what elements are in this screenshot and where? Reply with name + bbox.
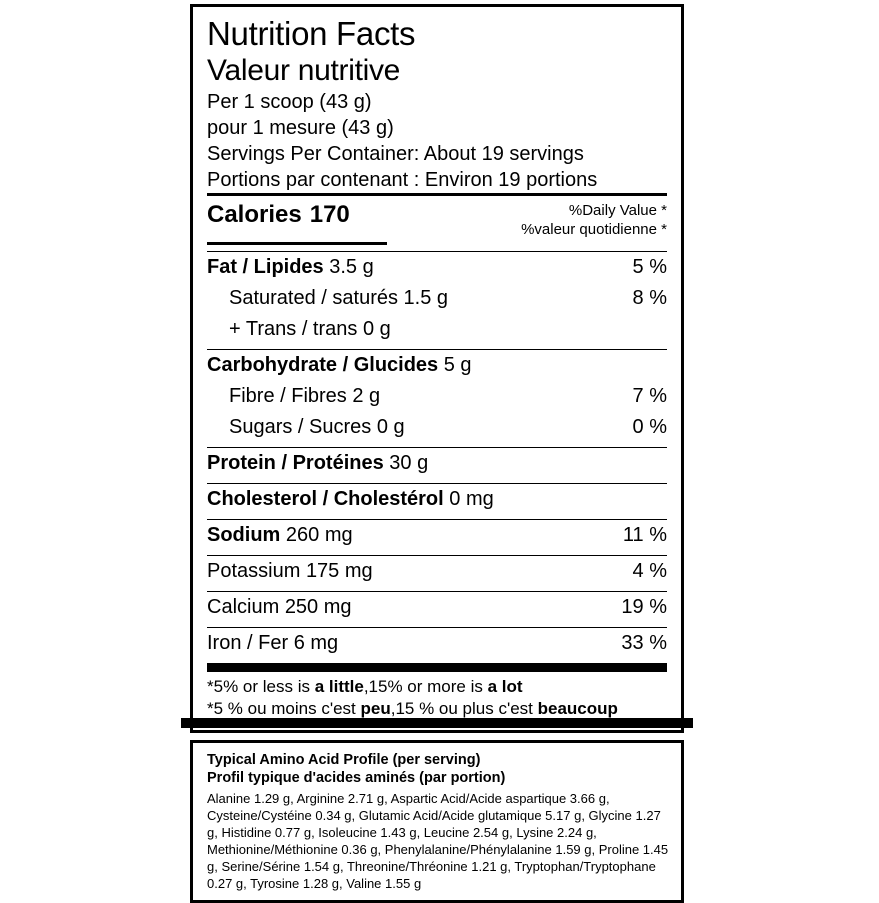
nutrient-amount-saturated: 1.5 g — [403, 287, 449, 309]
footnote-fr — [207, 698, 667, 720]
serving-size-en: Per 1 scoop (43 g) — [207, 91, 372, 113]
footnote-en-part1: *5% or less is — [207, 677, 315, 696]
nutrient-amount-carbohydrate: 5 g — [443, 354, 472, 376]
nutrient-dv-iron: 33 % — [621, 632, 667, 654]
daily-value-header-en: %Daily Value * — [568, 202, 667, 219]
nutrient-dv-fat: 5 % — [632, 256, 667, 278]
nutrient-name-fibre: Fibre / Fibres — [229, 385, 347, 407]
nutrition-facts-panel — [190, 4, 684, 733]
nutrient-row-trans — [207, 314, 667, 345]
nutrition-facts-title-en: Nutrition Facts — [207, 15, 416, 52]
calories-underline — [207, 242, 387, 245]
nutrient-name-carbohydrate: Carbohydrate / Glucides — [207, 354, 439, 376]
footnote-fr-peu: peu — [360, 699, 391, 718]
daily-value-header — [521, 201, 667, 239]
nutrient-name-calcium: Calcium — [207, 596, 280, 618]
nutrient-row-fat — [207, 252, 667, 283]
nutrient-amount-sugars: 0 g — [376, 416, 405, 438]
nutrient-dv-calcium: 19 % — [621, 596, 667, 618]
calories-label: Calories — [207, 201, 302, 228]
nutrient-dv-potassium: 4 % — [632, 560, 667, 582]
footnote-fr-part1: *5 % ou moins c'est — [207, 699, 361, 718]
servings-per-container-en: Servings Per Container: About 19 servings — [207, 143, 584, 165]
nutrient-name-potassium: Potassium — [207, 560, 301, 582]
calories-block — [207, 201, 350, 229]
footnote-fr-part2: ,15 % ou plus c'est — [390, 699, 538, 718]
nutrient-name-sodium: Sodium — [207, 524, 281, 546]
nutrient-amount-iron: 6 mg — [293, 632, 339, 654]
nutrient-name-trans: + Trans / trans — [229, 318, 358, 340]
amino-profile-text: Alanine 1.29 g, Arginine 2.71 g, Aspartic Acid/Acide aspartique 3.66 g, Cysteine/Cystéine 0.34 g, Glutamic Acid/Acide glutamique 5.17 g, Glycine 1.27 g, Histidine 0.77 g, Isoleucine 1.43 g, Leucine 2.54 g, Lysine 2.24 g, Methionine/Méthionine 0.36 g, Phenylalanine/Phénylalanine 1.59 g, Proline 1.45 g, Serine/Sérine 1.54 g, Threonine/Thréonine 1.21 g, Tryptophan/Tryptophane 0.27 g, Tyrosine 1.28 g, Valine 1.55 g — [207, 791, 669, 891]
nutrient-row-carbohydrate — [207, 350, 667, 381]
nutrient-row-protein — [207, 448, 667, 479]
footnote-en-alot: a lot — [487, 677, 523, 696]
nutrient-row-iron — [207, 628, 667, 659]
nutrient-dv-fibre: 7 % — [632, 385, 667, 407]
nutrient-amount-trans: 0 g — [362, 318, 391, 340]
footnote-en — [207, 672, 667, 698]
nutrient-row-calcium — [207, 592, 667, 623]
nutrient-amount-fibre: 2 g — [352, 385, 381, 407]
nutrient-name-sugars: Sugars / Sucres — [229, 416, 372, 438]
nutrient-name-protein: Protein / Protéines — [207, 452, 384, 474]
footnote-en-part2: ,15% or more is — [363, 677, 488, 696]
divider-footnote — [207, 663, 667, 672]
calories-value: 170 — [309, 201, 350, 228]
nutrient-dv-saturated: 8 % — [632, 287, 667, 309]
nutrient-name-fat: Fat / Lipides — [207, 256, 324, 278]
nutrient-name-iron: Iron / Fer — [207, 632, 289, 654]
nutrient-name-saturated: Saturated / saturés — [229, 287, 398, 309]
nutrient-dv-sodium: 11 % — [622, 524, 667, 546]
nutrient-row-potassium — [207, 556, 667, 587]
section-separator-bar — [181, 718, 693, 728]
nutrient-row-sugars — [207, 412, 667, 443]
nutrient-row-saturated — [207, 283, 667, 314]
nutrient-amount-potassium: 175 mg — [305, 560, 373, 582]
nutrient-row-cholesterol — [207, 484, 667, 515]
amino-heading-en: Typical Amino Acid Profile (per serving) — [207, 752, 481, 768]
nutrient-name-cholesterol: Cholesterol / Cholestérol — [207, 488, 444, 510]
nutrient-amount-calcium: 250 mg — [284, 596, 352, 618]
daily-value-header-fr: %valeur quotidienne * — [521, 221, 667, 238]
footnote-en-little: a little — [314, 677, 364, 696]
nutrient-row-fibre — [207, 381, 667, 412]
nutrient-dv-sugars: 0 % — [632, 416, 667, 438]
nutrient-amount-cholesterol: 0 mg — [449, 488, 494, 510]
amino-heading-fr: Profil typique d'acides aminés (par portion) — [207, 770, 506, 786]
serving-size-fr: pour 1 mesure (43 g) — [207, 117, 394, 139]
nutrient-amount-protein: 30 g — [389, 452, 429, 474]
footnote-fr-beaucoup: beaucoup — [537, 699, 618, 718]
nutrient-amount-sodium: 260 mg — [285, 524, 353, 546]
nutrition-facts-title-fr: Valeur nutritive — [207, 54, 401, 87]
calories-row — [207, 196, 667, 241]
nutrient-row-sodium — [207, 520, 667, 551]
servings-per-container-fr: Portions par contenant : Environ 19 portions — [207, 169, 598, 191]
nutrient-amount-fat: 3.5 g — [329, 256, 374, 278]
